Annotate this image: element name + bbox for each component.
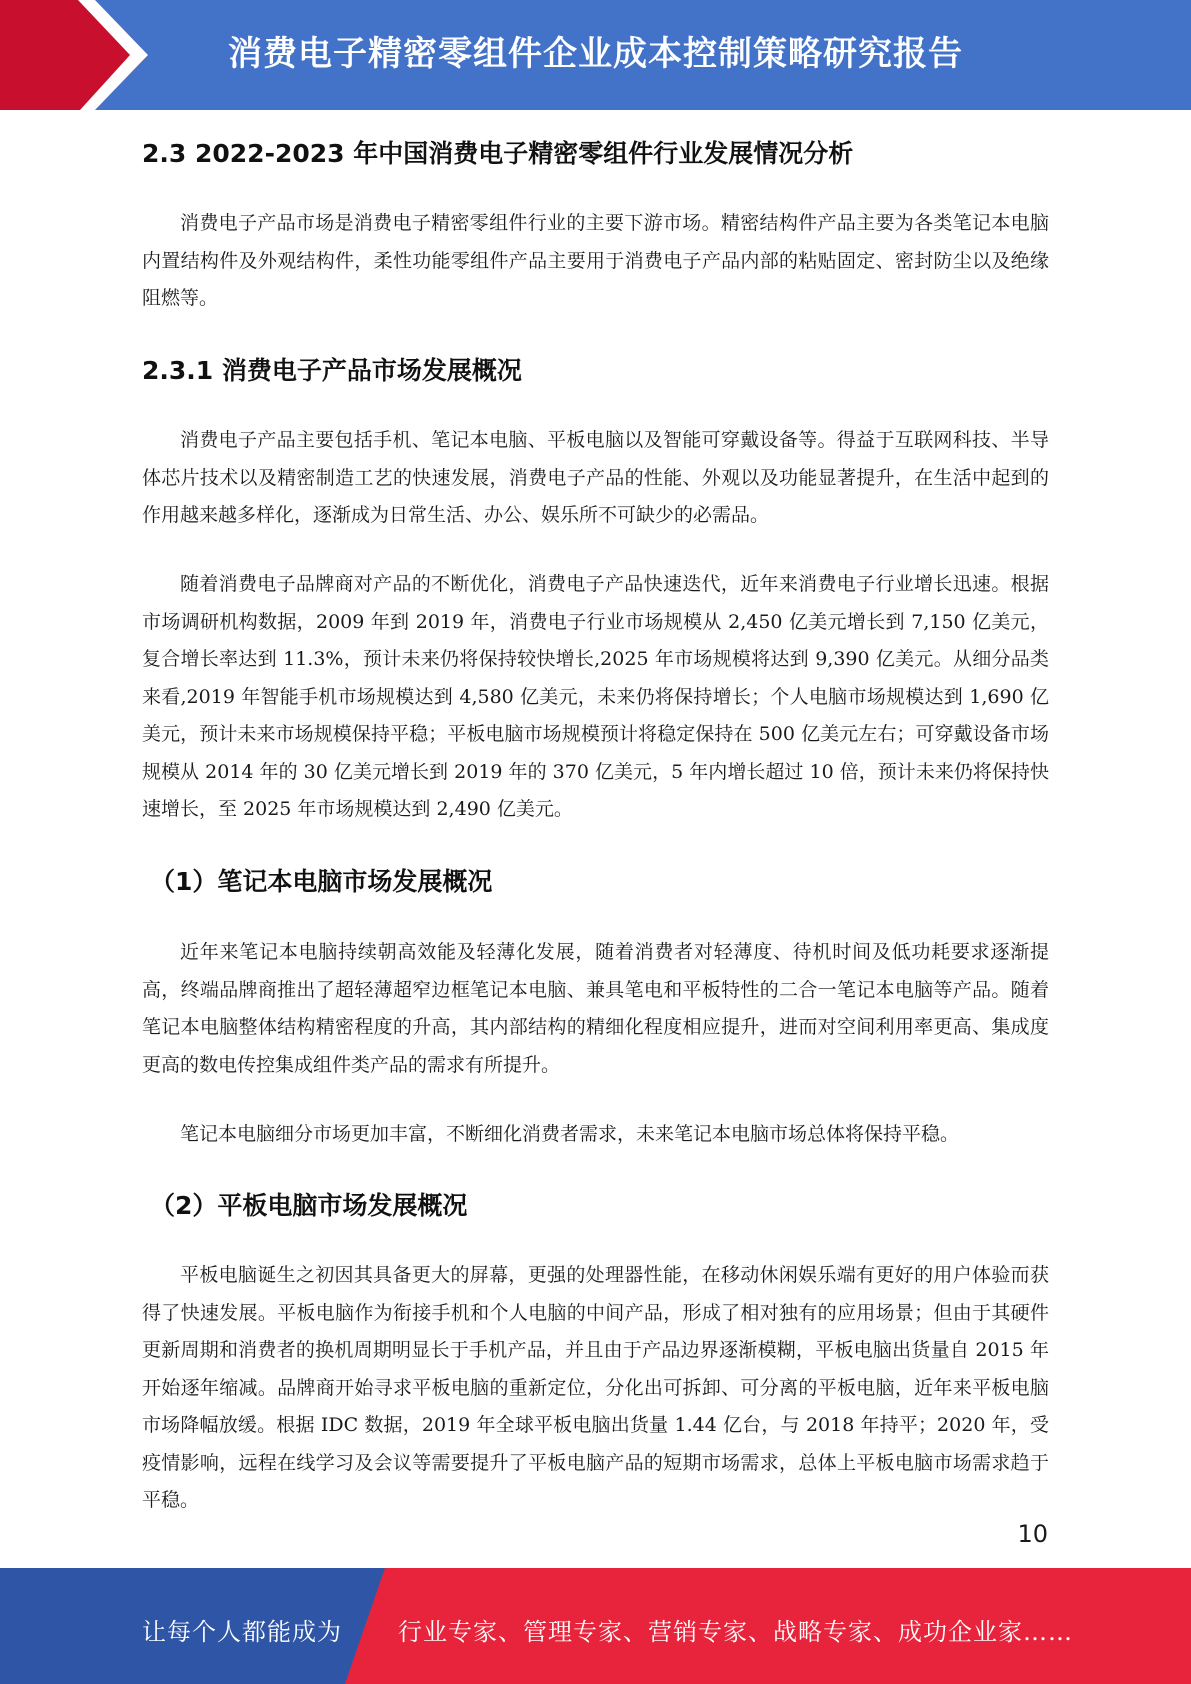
footer-slogan-left: 让每个人都能成为 <box>142 1618 342 1646</box>
paragraph: 笔记本电脑细分市场更加丰富，不断细化消费者需求，未来笔记本电脑市场总体将保持平稳。 <box>180 1123 960 1145</box>
paragraph: 消费电子产品市场是消费电子精密零组件行业的主要下游市场。精密结构件产品主要为各类笔记本电脑内置结构件及外观结构件，柔性功能零组件产品主要用于消费电子产品内部的粘贴固定、密封防尘以及绝缘阻燃等。 <box>142 212 1049 309</box>
paragraph: 随着消费电子品牌商对产品的不断优化，消费电子产品快速迭代，近年来消费电子行业增长迅速。根据市场调研机构数据，2009 年到 2019 年，消费电子行业市场规模从 2,450 亿美元增长到 7,150 亿美元，复合增长率达到 11.3%，预计未来仍将保持较快增长,2025 年市场规模将达到 9,390 亿美元。从细分品类来看,2019 年智能手机市场规模达到 4,580 亿美元，未来仍将保持增长；个人电脑市场规模达到 1,690 亿美元，预计未来市场规模保持平稳；平板电脑市场规模预计将稳定保持在 500 亿美元左右；可穿戴设备市场规模从 2014 年的 30 亿美元增长到 2019 年的 370 亿美元，5 年内增长超过 10 倍，预计未来仍将保持快速增长，至 2025 年市场规模达到 2,490 亿美元。 <box>142 573 1049 820</box>
page-number: 10 <box>1017 1520 1048 1548</box>
page-header <box>0 0 1191 110</box>
footer-slogan-right: 行业专家、管理专家、营销专家、战略专家、成功企业家…… <box>398 1618 1073 1646</box>
subsection-heading-tablet: （2）平板电脑市场发展概况 <box>150 1191 468 1220</box>
subsection-heading-notebook: （1）笔记本电脑市场发展概况 <box>150 867 493 896</box>
paragraph: 消费电子产品主要包括手机、笔记本电脑、平板电脑以及智能可穿戴设备等。得益于互联网科技、半导体芯片技术以及精密制造工艺的快速发展，消费电子产品的性能、外观以及功能显著提升，在生活中起到的作用越来越多样化，逐渐成为日常生活、办公、娱乐所不可缺少的必需品。 <box>142 429 1049 526</box>
section-heading-2-3-1: 2.3.1 消费电子产品市场发展概况 <box>142 356 522 385</box>
paragraph: 近年来笔记本电脑持续朝高效能及轻薄化发展，随着消费者对轻薄度、待机时间及低功耗要求逐渐提高，终端品牌商推出了超轻薄超窄边框笔记本电脑、兼具笔电和平板特性的二合一笔记本电脑等产品。随着笔记本电脑整体结构精密程度的升高，其内部结构的精细化程度相应提升，进而对空间利用率更高、集成度更高的数电传控集成组件类产品的需求有所提升。 <box>142 941 1049 1076</box>
page-footer <box>0 1568 1191 1684</box>
section-heading-2-3: 2.3 2022-2023 年中国消费电子精密零组件行业发展情况分析 <box>142 139 854 168</box>
report-title: 消费电子精密零组件企业成本控制策略研究报告 <box>228 34 963 74</box>
paragraph: 平板电脑诞生之初因其具备更大的屏幕，更强的处理器性能，在移动休闲娱乐端有更好的用户体验而获得了快速发展。平板电脑作为衔接手机和个人电脑的中间产品，形成了相对独有的应用场景；但由于其硬件更新周期和消费者的换机周期明显长于手机产品，并且由于产品边界逐渐模糊，平板电脑出货量自 2015 年开始逐年缩减。品牌商开始寻求平板电脑的重新定位，分化出可拆卸、可分离的平板电脑，近年来平板电脑市场降幅放缓。根据 IDC 数据，2019 年全球平板电脑出货量 1.44 亿台，与 2018 年持平；2020 年，受疫情影响，远程在线学习及会议等需要提升了平板电脑产品的短期市场需求，总体上平板电脑市场需求趋于平稳。 <box>142 1264 1049 1511</box>
